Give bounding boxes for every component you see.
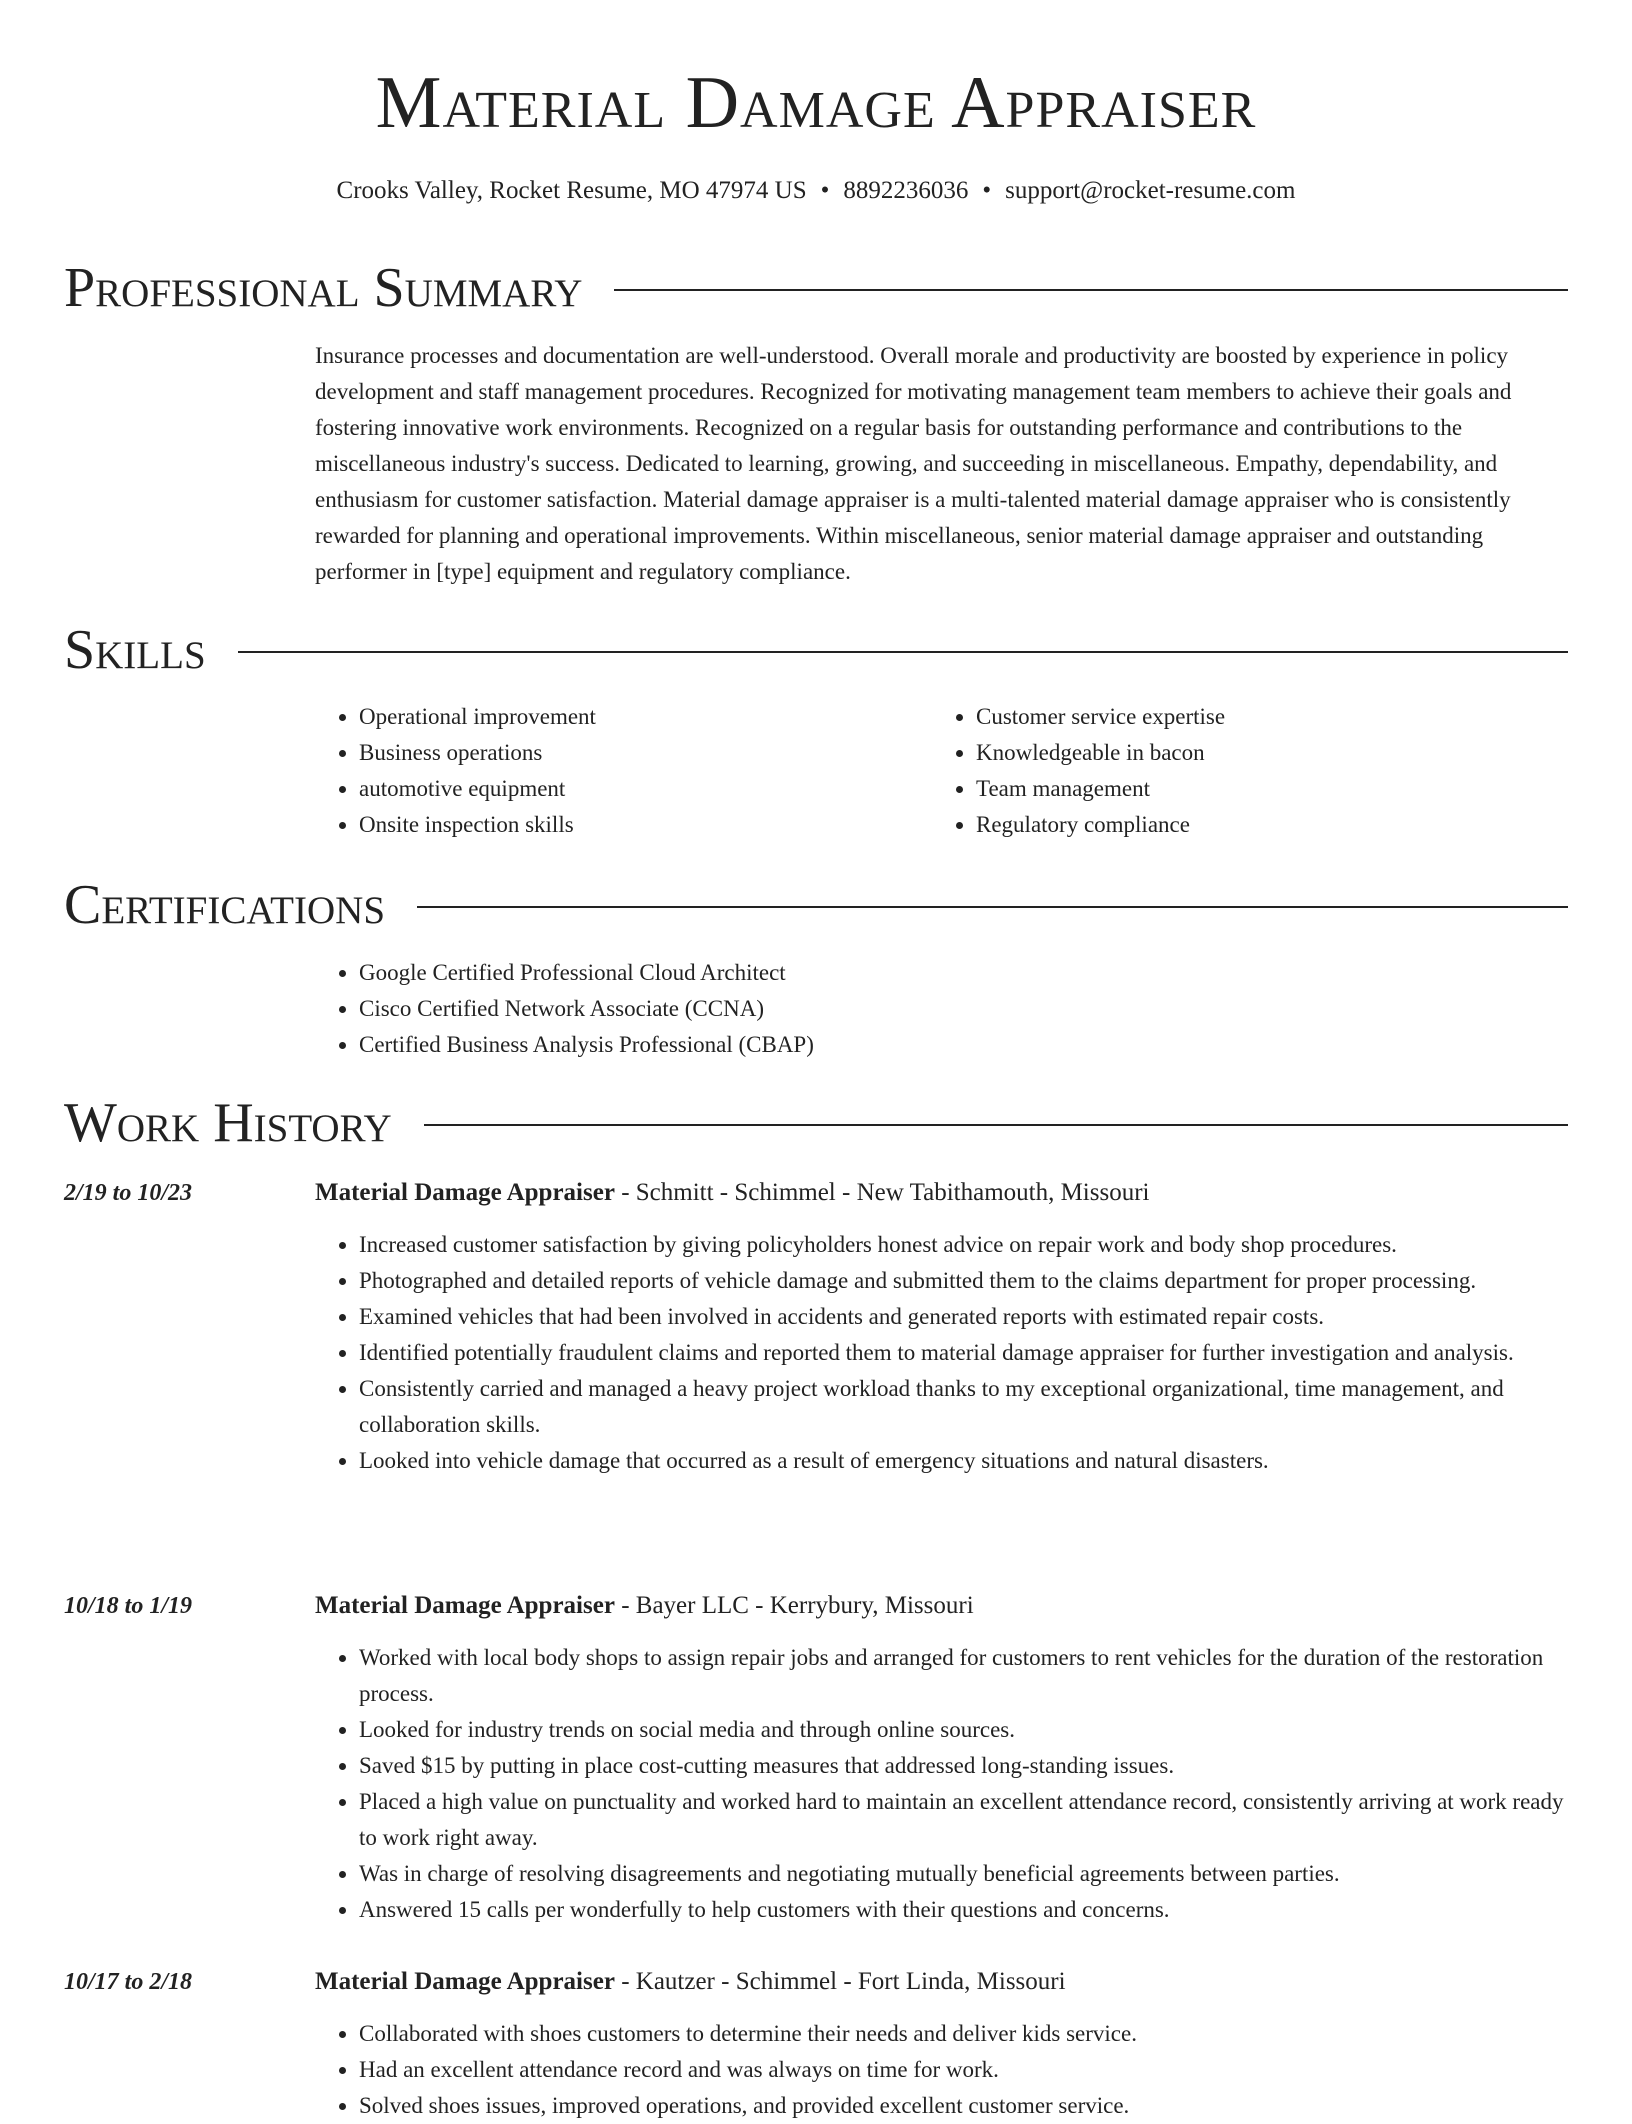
contact-phone: 8892236036 [843,177,969,204]
job-heading [315,1964,1565,2000]
job-company: - Schmitt - Schimmel - New Tabithamouth, Missouri [614,1179,1150,1206]
job-duty-item: • Identified potentially fraudulent claims and reported them to material damage appraiser for further investigation and analysis. [359,1335,1568,1371]
skill-item: • Team management [976,771,1532,807]
job-company: - Bayer LLC - Kerrybury, Missouri [614,1592,974,1619]
job-title: Material Damage Appraiser [315,1179,615,1206]
summary-text: Insurance processes and documentation are well-understood. Overall morale and productivity are boosted by experience in policy development and staff management procedures. Recognized for motivating management team members to achieve their goals and fostering innovative work environments. Recognized on a regular basis for outstanding performance and contributions to the miscellaneous industry's success. Dedicated to learning, growing, and succeeding in miscellaneous. Empathy, dependability, and enthusiasm for customer satisfaction. Material damage appraiser is a multi-talented material damage appraiser who is consistently rewarded for planning and operational improvements. Within miscellaneous, senior material damage appraiser and outstanding performer in [type] equipment and regulatory compliance. [315,343,1512,584]
job-heading [315,1588,1565,1624]
skill-item: • Business operations [359,735,915,771]
job-heading [315,1175,1565,1211]
job-title: Material Damage Appraiser [315,1592,615,1619]
skill-item: • Customer service expertise [976,699,1532,735]
contact-email: support@rocket-resume.com [1005,177,1296,204]
job-duty-item: • Worked with local body shops to assign repair jobs and arranged for customers to rent vehicles for the duration of the restoration process. [359,1640,1568,1712]
skill-item: • Knowledgeable in bacon [976,735,1532,771]
section-title-skills: Skills [64,619,206,681]
job-duty-item: • Examined vehicles that had been involved in accidents and generated reports with estimated repair costs. [359,1299,1568,1335]
section-divider [614,289,1568,291]
job-duty-item: • Had an excellent attendance record and was always on time for work. [359,2052,1568,2088]
job-duties [315,1640,1568,1928]
job-duty-item: • Saved $15 by putting in place cost-cutting measures that addressed long-standing issues. [359,1748,1568,1784]
contact-line [0,174,1632,208]
section-divider [238,651,1568,653]
skill-item: • Operational improvement [359,699,915,735]
job-duty-item: • Photographed and detailed reports of vehicle damage and submitted them to the claims department for proper processing. [359,1263,1568,1299]
section-divider [417,906,1568,908]
certification-item: • Google Certified Professional Cloud Architect [359,955,1565,991]
section-title-summary: Professional Summary [64,257,583,319]
contact-address: Crooks Valley, Rocket Resume, MO 47974 US [336,177,807,204]
skills-column-left [315,699,915,843]
job-duties [315,2016,1568,2124]
contact-separator: • [820,177,830,204]
certification-item: • Certified Business Analysis Professional (CBAP) [359,1027,1565,1063]
job-duty-item: • Looked into vehicle damage that occurred as a result of emergency situations and natural disasters. [359,1443,1568,1479]
skill-item: • Onsite inspection skills [359,807,915,843]
job-duty-item: • Consistently carried and managed a heavy project workload thanks to my exceptional organizational, time management, and collaboration skills. [359,1371,1568,1443]
job-duty-item: • Looked for industry trends on social media and through online sources. [359,1712,1568,1748]
skill-item: • Regulatory compliance [976,807,1532,843]
job-duty-item: • Answered 15 calls per wonderfully to help customers with their questions and concerns. [359,1892,1568,1928]
section-title-certifications: Certifications [64,874,386,936]
job-dates: 10/17 to 2/18 [64,1969,193,1995]
job-title: Material Damage Appraiser [315,1968,615,1995]
certifications-section-header [64,872,1568,938]
skill-item: • automotive equipment [359,771,915,807]
skills-section-header [64,617,1568,683]
job-duty-item: • Increased customer satisfaction by giving policyholders honest advice on repair work and body shop procedures. [359,1227,1568,1263]
job-dates: 10/18 to 1/19 [64,1593,193,1619]
work-history-section-header [64,1090,1568,1156]
job-duty-item: • Solved shoes issues, improved operations, and provided excellent customer service. [359,2088,1568,2124]
job-duty-item: • Collaborated with shoes customers to determine their needs and deliver kids service. [359,2016,1568,2052]
job-dates: 2/19 to 10/23 [64,1180,193,1206]
job-duties [315,1227,1568,1479]
job-company: - Kautzer - Schimmel - Fort Linda, Missouri [614,1968,1066,1995]
section-title-work-history: Work History [64,1092,392,1154]
job-duty-item: • Placed a high value on punctuality and worked hard to maintain an excellent attendance record, consistently arriving at work ready to work right away. [359,1784,1568,1856]
certification-item: • Cisco Certified Network Associate (CCNA) [359,991,1565,1027]
skills-column-right [932,699,1532,843]
job-duty-item: • Was in charge of resolving disagreements and negotiating mutually beneficial agreements between parties. [359,1856,1568,1892]
section-divider [424,1124,1568,1126]
summary-section-header [64,255,1568,321]
certifications-list [315,955,1565,1063]
candidate-name: Material Damage Appraiser [375,62,1257,144]
contact-separator: • [982,177,992,204]
